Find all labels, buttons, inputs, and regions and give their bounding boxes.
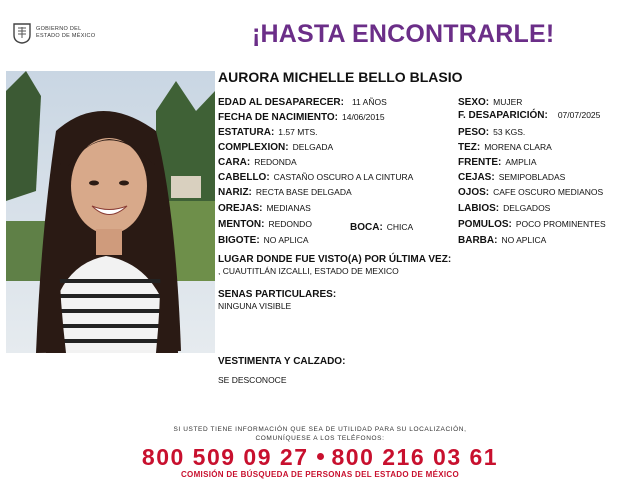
field-tez: TEZ: MORENA CLARA xyxy=(458,142,552,153)
field-nacimiento: FECHA DE NACIMIENTO: 14/06/2015 xyxy=(218,112,385,123)
field-labios: LABIOS: DELGADOS xyxy=(458,203,551,214)
field-estatura: ESTATURA: 1.57 MTS. xyxy=(218,127,318,138)
field-edad: EDAD AL DESAPARECER: 11 AÑOS xyxy=(218,97,387,108)
state-crest-icon xyxy=(12,22,32,44)
field-menton: MENTON: REDONDO xyxy=(218,219,312,230)
logo-line-1: GOBIERNO DEL xyxy=(36,26,82,32)
clothing-value: SE DESCONOCE xyxy=(218,375,287,385)
separator-dot-icon xyxy=(317,453,324,460)
field-nariz: NARIZ: RECTA BASE DELGADA xyxy=(218,187,352,198)
field-orejas: OREJAS: MEDIANAS xyxy=(218,203,311,214)
field-barba: BARBA: NO APLICA xyxy=(458,235,547,246)
commission-name: COMISIÓN DE BÚSQUEDA DE PERSONAS DEL ESTADO DE MÉXICO xyxy=(180,470,459,479)
phone-2[interactable]: 800 216 03 61 xyxy=(331,444,499,470)
person-name: AURORA MICHELLE BELLO BLASIO xyxy=(218,69,463,85)
field-desaparicion: F. DESAPARICIÓN: 07/07/2025 xyxy=(458,110,601,121)
phone-numbers xyxy=(0,444,640,471)
contact-note-line-1: SI USTED TIENE INFORMACIÓN QUE SEA DE UTILIDAD PARA SU LOCALIZACIÓN, xyxy=(173,426,467,433)
field-boca: BOCA: CHICA xyxy=(350,222,414,233)
logo-line-2: ESTADO DE MÉXICO xyxy=(36,33,96,39)
clothing-label: VESTIMENTA Y CALZADO: xyxy=(218,356,346,367)
field-sexo: SEXO: MUJER xyxy=(458,97,523,108)
field-pomulos: POMULOS: POCO PROMINENTES xyxy=(458,219,606,230)
field-cara: CARA: REDONDA xyxy=(218,157,297,168)
last-seen-label: LUGAR DONDE FUE VISTO(A) POR ÚLTIMA VEZ: xyxy=(218,254,452,265)
contact-note-line-2: COMUNÍQUESE A LOS TELÉFONOS: xyxy=(255,435,385,442)
field-bigote: BIGOTE: NO APLICA xyxy=(218,235,309,246)
government-logo xyxy=(12,22,122,48)
field-peso: PESO: 53 KGS. xyxy=(458,127,526,138)
marks-label: SENAS PARTICULARES: xyxy=(218,289,337,300)
last-seen-value: , CUAUTITLÁN IZCALLI, ESTADO DE MEXICO xyxy=(218,266,399,276)
person-photo xyxy=(6,71,215,353)
field-ojos: OJOS: CAFE OSCURO MEDIANOS xyxy=(458,187,604,198)
field-complexion: COMPLEXION: DELGADA xyxy=(218,142,334,153)
phone-1[interactable]: 800 509 09 27 xyxy=(141,444,309,470)
field-cejas: CEJAS: SEMIPOBLADAS xyxy=(458,172,566,183)
field-frente: FRENTE: AMPLIA xyxy=(458,157,537,168)
contact-note xyxy=(0,425,640,443)
field-cabello: CABELLO: CASTAÑO OSCURO A LA CINTURA xyxy=(218,172,414,183)
headline: ¡HASTA ENCONTRARLE! xyxy=(252,20,555,48)
marks-value: NINGUNA VISIBLE xyxy=(218,301,292,311)
